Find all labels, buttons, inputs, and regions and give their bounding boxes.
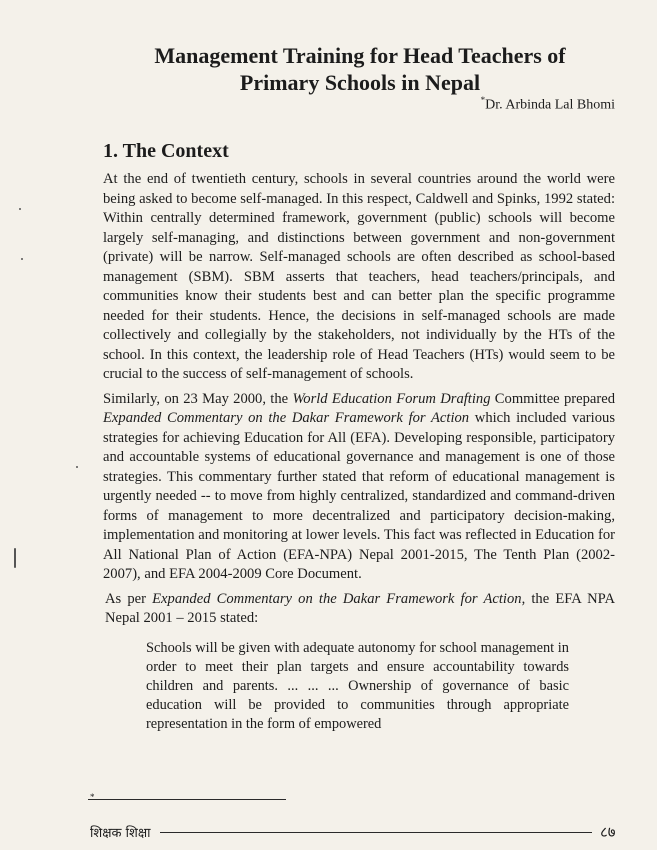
paragraph-2-italic-b: Expanded Commentary on the Dakar Framework for Action xyxy=(103,410,470,426)
scan-speck xyxy=(19,208,21,210)
title-line-2: Primary Schools in Nepal xyxy=(239,70,481,95)
paragraph-3-text-b: , the EFA NPA Nepal 2001 – 2015 stated: xyxy=(105,590,616,626)
article-title xyxy=(100,42,620,96)
paragraph-2-text-c: which included various strategies for achieving Education for All (EFA). Developing responsible, participatory and accountable systems of educational governance and management is one of those strategies. This commentary further stated that reform of educational management is urgently needed -- to move from highly centralized, standardized and command-driven forms of management to more decentralized and participatory decision-making, implementation and monitoring at lower levels. This fact was reflected in Education for All National Plan of Action (EFA-NPA) Nepal 2001-2015, The Tenth Plan (2002-2007), and EFA 2004-2009 Core Document. xyxy=(103,410,615,582)
author-line xyxy=(481,95,615,114)
section-heading: 1. The Context xyxy=(103,140,229,162)
paragraph-2-text-a: Similarly, on 23 May 2000, the xyxy=(103,390,293,407)
scan-speck xyxy=(14,548,16,568)
author-footnote-mark: * xyxy=(480,95,486,105)
page-number: ८७ xyxy=(600,823,616,841)
paragraph-3-text-a: As per xyxy=(105,590,153,607)
paragraph-1: At the end of twentieth century, schools in several countries around the world were being asked to become self-managed. In this respect, Caldwell and Spinks, 1992 stated: Within centrally determined framework, government (public) schools will become largely self-managing, and distinctions between government and non-government (private) will be narrow. Self-managed schools are often described as school-based management (SBM). SBM asserts that teachers, head teachers/principals, and communities know their students best and can better plan the specific programme needed for their students. Hence, the decisions in self-managed schools are made collectively and collegially by the stakeholders, not individually by the HTs of the school. In this context, the leadership role of Head Teachers (HTs) would seem to be crucial to the success of self-management of schools. xyxy=(103,171,615,382)
paragraph-3-italic: Expanded Commentary on the Dakar Framework for Action xyxy=(152,590,522,607)
paragraph-3 xyxy=(103,590,615,629)
footnote-rule xyxy=(88,799,286,800)
article-body xyxy=(103,170,615,734)
footer-journal-name: शिक्षक शिक्षा xyxy=(90,826,151,841)
author-name: Dr. Arbinda Lal Bhomi xyxy=(485,97,615,113)
title-line-1: Management Training for Head Teachers of xyxy=(154,43,566,68)
footnote-mark: * xyxy=(90,792,95,802)
scan-speck xyxy=(21,258,23,260)
scan-speck xyxy=(76,466,78,468)
footer-rule xyxy=(160,832,592,833)
paragraph-2 xyxy=(103,390,615,585)
paragraph-2-text-b: Committee prepared xyxy=(490,390,616,407)
block-quote: Schools will be given with adequate autonomy for school management in order to meet their plan targets and ensure accountability towards children and parents. ... ... ... Ownership of governance of basic education will be provided to communities through appropriate representation in the form of empowered xyxy=(146,639,569,732)
paragraph-2-italic-a: World Education Forum Drafting xyxy=(292,390,491,407)
